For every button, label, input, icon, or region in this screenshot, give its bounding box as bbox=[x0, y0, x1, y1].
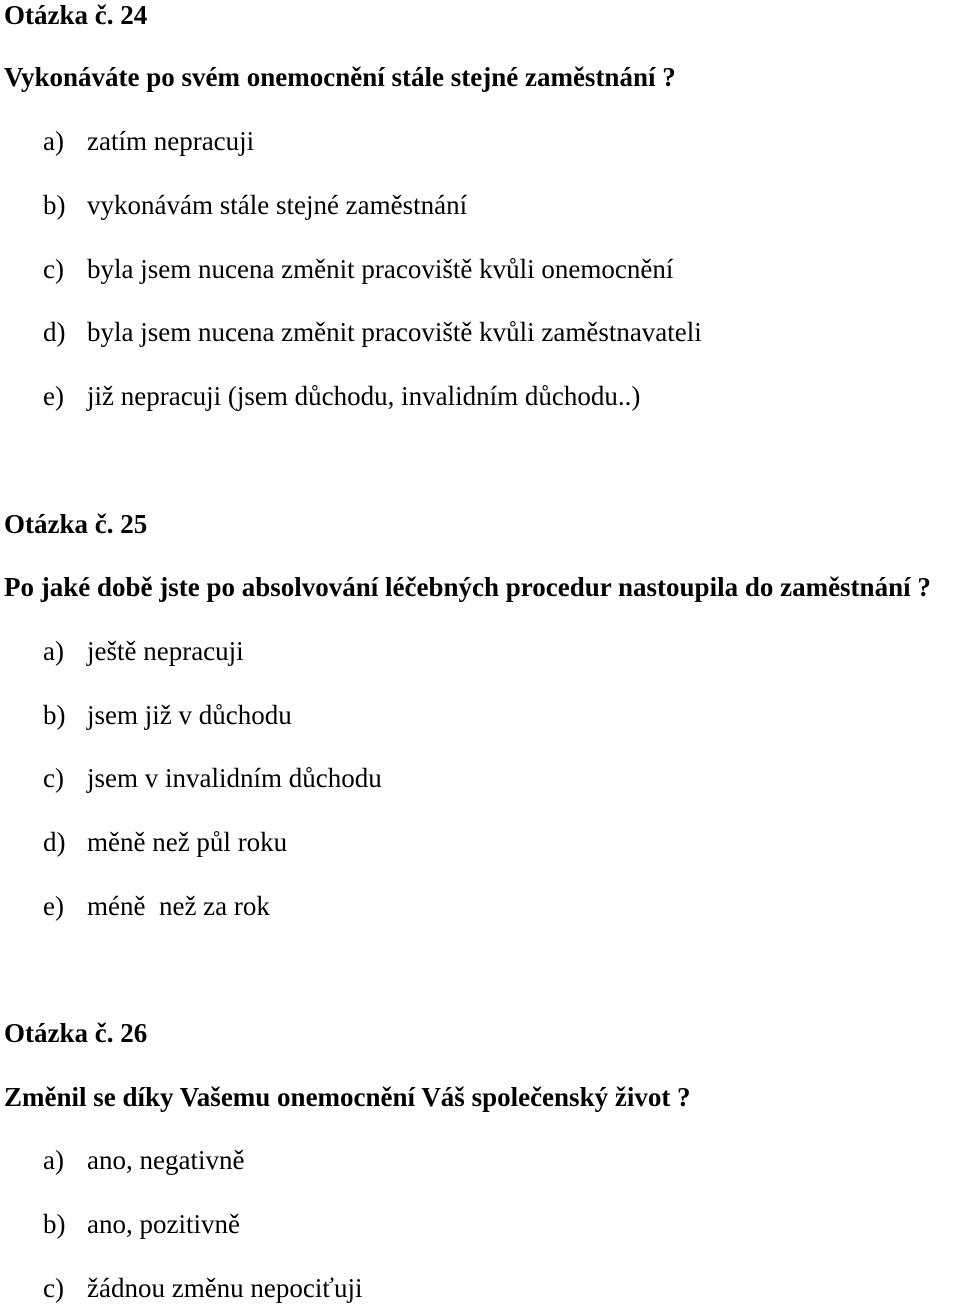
question-25-option-d[interactable] bbox=[43, 829, 287, 856]
option-label: jsem v invalidním důchodu bbox=[87, 763, 382, 793]
option-label: ano, negativně bbox=[87, 1145, 245, 1175]
question-24-text: Vykonáváte po svém onemocnění stále stejné zaměstnání ? bbox=[4, 62, 676, 92]
question-25-option-c[interactable] bbox=[43, 765, 382, 792]
option-letter: c) bbox=[43, 763, 64, 793]
question-24-option-e[interactable] bbox=[43, 383, 640, 410]
question-25-heading: Otázka č. 25 bbox=[4, 509, 148, 539]
option-letter: e) bbox=[43, 381, 64, 411]
question-25-option-b[interactable] bbox=[43, 702, 292, 729]
option-letter: e) bbox=[43, 891, 64, 921]
option-label: měně než půl roku bbox=[87, 827, 288, 857]
option-letter: b) bbox=[43, 700, 66, 730]
option-label: byla jsem nucena změnit pracoviště kvůli zaměstnavateli bbox=[87, 317, 702, 347]
option-letter: a) bbox=[43, 636, 64, 666]
option-label: méně než za rok bbox=[87, 891, 270, 921]
option-label: byla jsem nucena změnit pracoviště kvůli onemocnění bbox=[87, 254, 674, 284]
question-26-option-c[interactable] bbox=[43, 1275, 362, 1302]
question-24-option-c[interactable] bbox=[43, 256, 673, 283]
question-26-option-a[interactable] bbox=[43, 1147, 244, 1174]
option-label: ano, pozitivně bbox=[87, 1209, 240, 1239]
question-24-heading: Otázka č. 24 bbox=[4, 0, 148, 30]
question-26-heading: Otázka č. 26 bbox=[4, 1018, 148, 1048]
option-letter: c) bbox=[43, 1273, 64, 1303]
option-label: vykonávám stále stejné zaměstnání bbox=[87, 190, 468, 220]
option-label: ještě nepracuji bbox=[87, 636, 244, 666]
question-25-option-e[interactable] bbox=[43, 893, 270, 920]
question-24-option-a[interactable] bbox=[43, 128, 254, 155]
question-24-option-d[interactable] bbox=[43, 319, 702, 346]
option-letter: a) bbox=[43, 126, 64, 156]
option-letter: b) bbox=[43, 1209, 66, 1239]
option-letter: d) bbox=[43, 317, 66, 347]
question-25-option-a[interactable] bbox=[43, 638, 244, 665]
option-letter: a) bbox=[43, 1145, 64, 1175]
question-26-option-b[interactable] bbox=[43, 1211, 240, 1238]
option-label: již nepracuji (jsem důchodu, invalidním důchodu..) bbox=[87, 381, 641, 411]
question-26-text: Změnil se díky Vašemu onemocnění Váš společenský život ? bbox=[4, 1082, 691, 1112]
option-label: žádnou změnu nepociťuji bbox=[87, 1273, 363, 1303]
option-label: jsem již v důchodu bbox=[87, 700, 292, 730]
question-24-option-b[interactable] bbox=[43, 192, 467, 219]
option-letter: d) bbox=[43, 827, 66, 857]
option-label: zatím nepracuji bbox=[87, 126, 255, 156]
option-letter: b) bbox=[43, 190, 66, 220]
question-25-text: Po jaké době jste po absolvování léčebných procedur nastoupila do zaměstnání ? bbox=[4, 572, 931, 602]
option-letter: c) bbox=[43, 254, 64, 284]
